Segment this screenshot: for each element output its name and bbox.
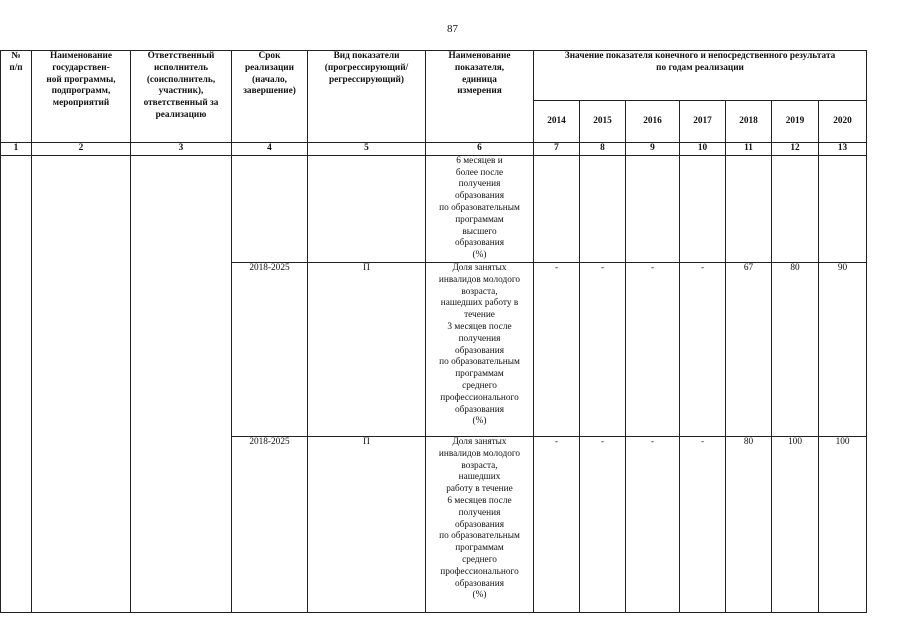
table-row: [1, 155, 867, 262]
column-number: 13: [819, 143, 867, 156]
column-number: 5: [308, 143, 426, 156]
header-col-type: Вид показатели (прогрессирующий/ регрессирующий): [308, 51, 426, 143]
column-number: 4: [232, 143, 308, 156]
value-cell: [534, 155, 580, 262]
header-year: 2019: [772, 101, 819, 143]
column-number: 11: [726, 143, 772, 156]
value-cell: 100: [819, 436, 867, 612]
value-cell: [819, 155, 867, 262]
column-number: 1: [1, 143, 32, 156]
header-year: 2017: [680, 101, 726, 143]
header-row-top: [1, 51, 867, 101]
header-col-values: Значение показателя конечного и непосредственного результата по годам реализации: [534, 51, 867, 101]
header-col-num: № п/п: [1, 51, 32, 143]
type-cell: П: [308, 262, 426, 436]
indicator-cell: Доля занятых инвалидов молодого возраста, нашедших работу в течение 6 месяцев после получения образования по образовательным программам среднего профессионального образования (%): [426, 436, 534, 612]
column-number: 6: [426, 143, 534, 156]
value-cell: -: [580, 436, 626, 612]
page-number: 87: [447, 23, 458, 35]
header-year: 2016: [626, 101, 680, 143]
value-cell: [772, 155, 819, 262]
value-cell: -: [626, 436, 680, 612]
value-cell: [680, 155, 726, 262]
type-cell: П: [308, 436, 426, 612]
value-cell: -: [534, 262, 580, 436]
header-col-name: Наименование государствен- ной программы, подпрограмм, мероприятий: [32, 51, 131, 143]
value-cell: 90: [819, 262, 867, 436]
value-cell: 80: [726, 436, 772, 612]
value-cell: 67: [726, 262, 772, 436]
column-number-row: [1, 143, 867, 156]
header-year: 2018: [726, 101, 772, 143]
header-year: 2020: [819, 101, 867, 143]
value-cell: 100: [772, 436, 819, 612]
num-cell: [1, 155, 32, 612]
program-cell: [32, 155, 131, 612]
column-number: 12: [772, 143, 819, 156]
column-number: 3: [131, 143, 232, 156]
header-year: 2015: [580, 101, 626, 143]
value-cell: 80: [772, 262, 819, 436]
value-cell: [580, 155, 626, 262]
value-cell: -: [680, 436, 726, 612]
type-cell: [308, 155, 426, 262]
column-number: 9: [626, 143, 680, 156]
indicator-cell: 6 месяцев и более после получения образования по образовательным программам высшего образования (%): [426, 155, 534, 262]
value-cell: -: [580, 262, 626, 436]
column-number: 7: [534, 143, 580, 156]
value-cell: -: [680, 262, 726, 436]
header-col-executor: Ответственный исполнитель (соисполнитель, участник), ответственный за реализацию: [131, 51, 232, 143]
term-cell: [232, 155, 308, 262]
column-number: 2: [32, 143, 131, 156]
header-year: 2014: [534, 101, 580, 143]
header-col-indicator: Наименование показателя, единица измерения: [426, 51, 534, 143]
term-cell: 2018-2025: [232, 262, 308, 436]
header-col-term: Срок реализации (начало, завершение): [232, 51, 308, 143]
value-cell: -: [534, 436, 580, 612]
column-number: 8: [580, 143, 626, 156]
indicator-cell: Доля занятых инвалидов молодого возраста, нашедших работу в течение 3 месяцев после получения образования по образовательным программам среднего профессионального образования (%): [426, 262, 534, 436]
value-cell: [726, 155, 772, 262]
value-cell: [626, 155, 680, 262]
value-cell: -: [626, 262, 680, 436]
term-cell: 2018-2025: [232, 436, 308, 612]
indicator-table: [0, 50, 867, 613]
column-number: 10: [680, 143, 726, 156]
executor-cell: [131, 155, 232, 612]
